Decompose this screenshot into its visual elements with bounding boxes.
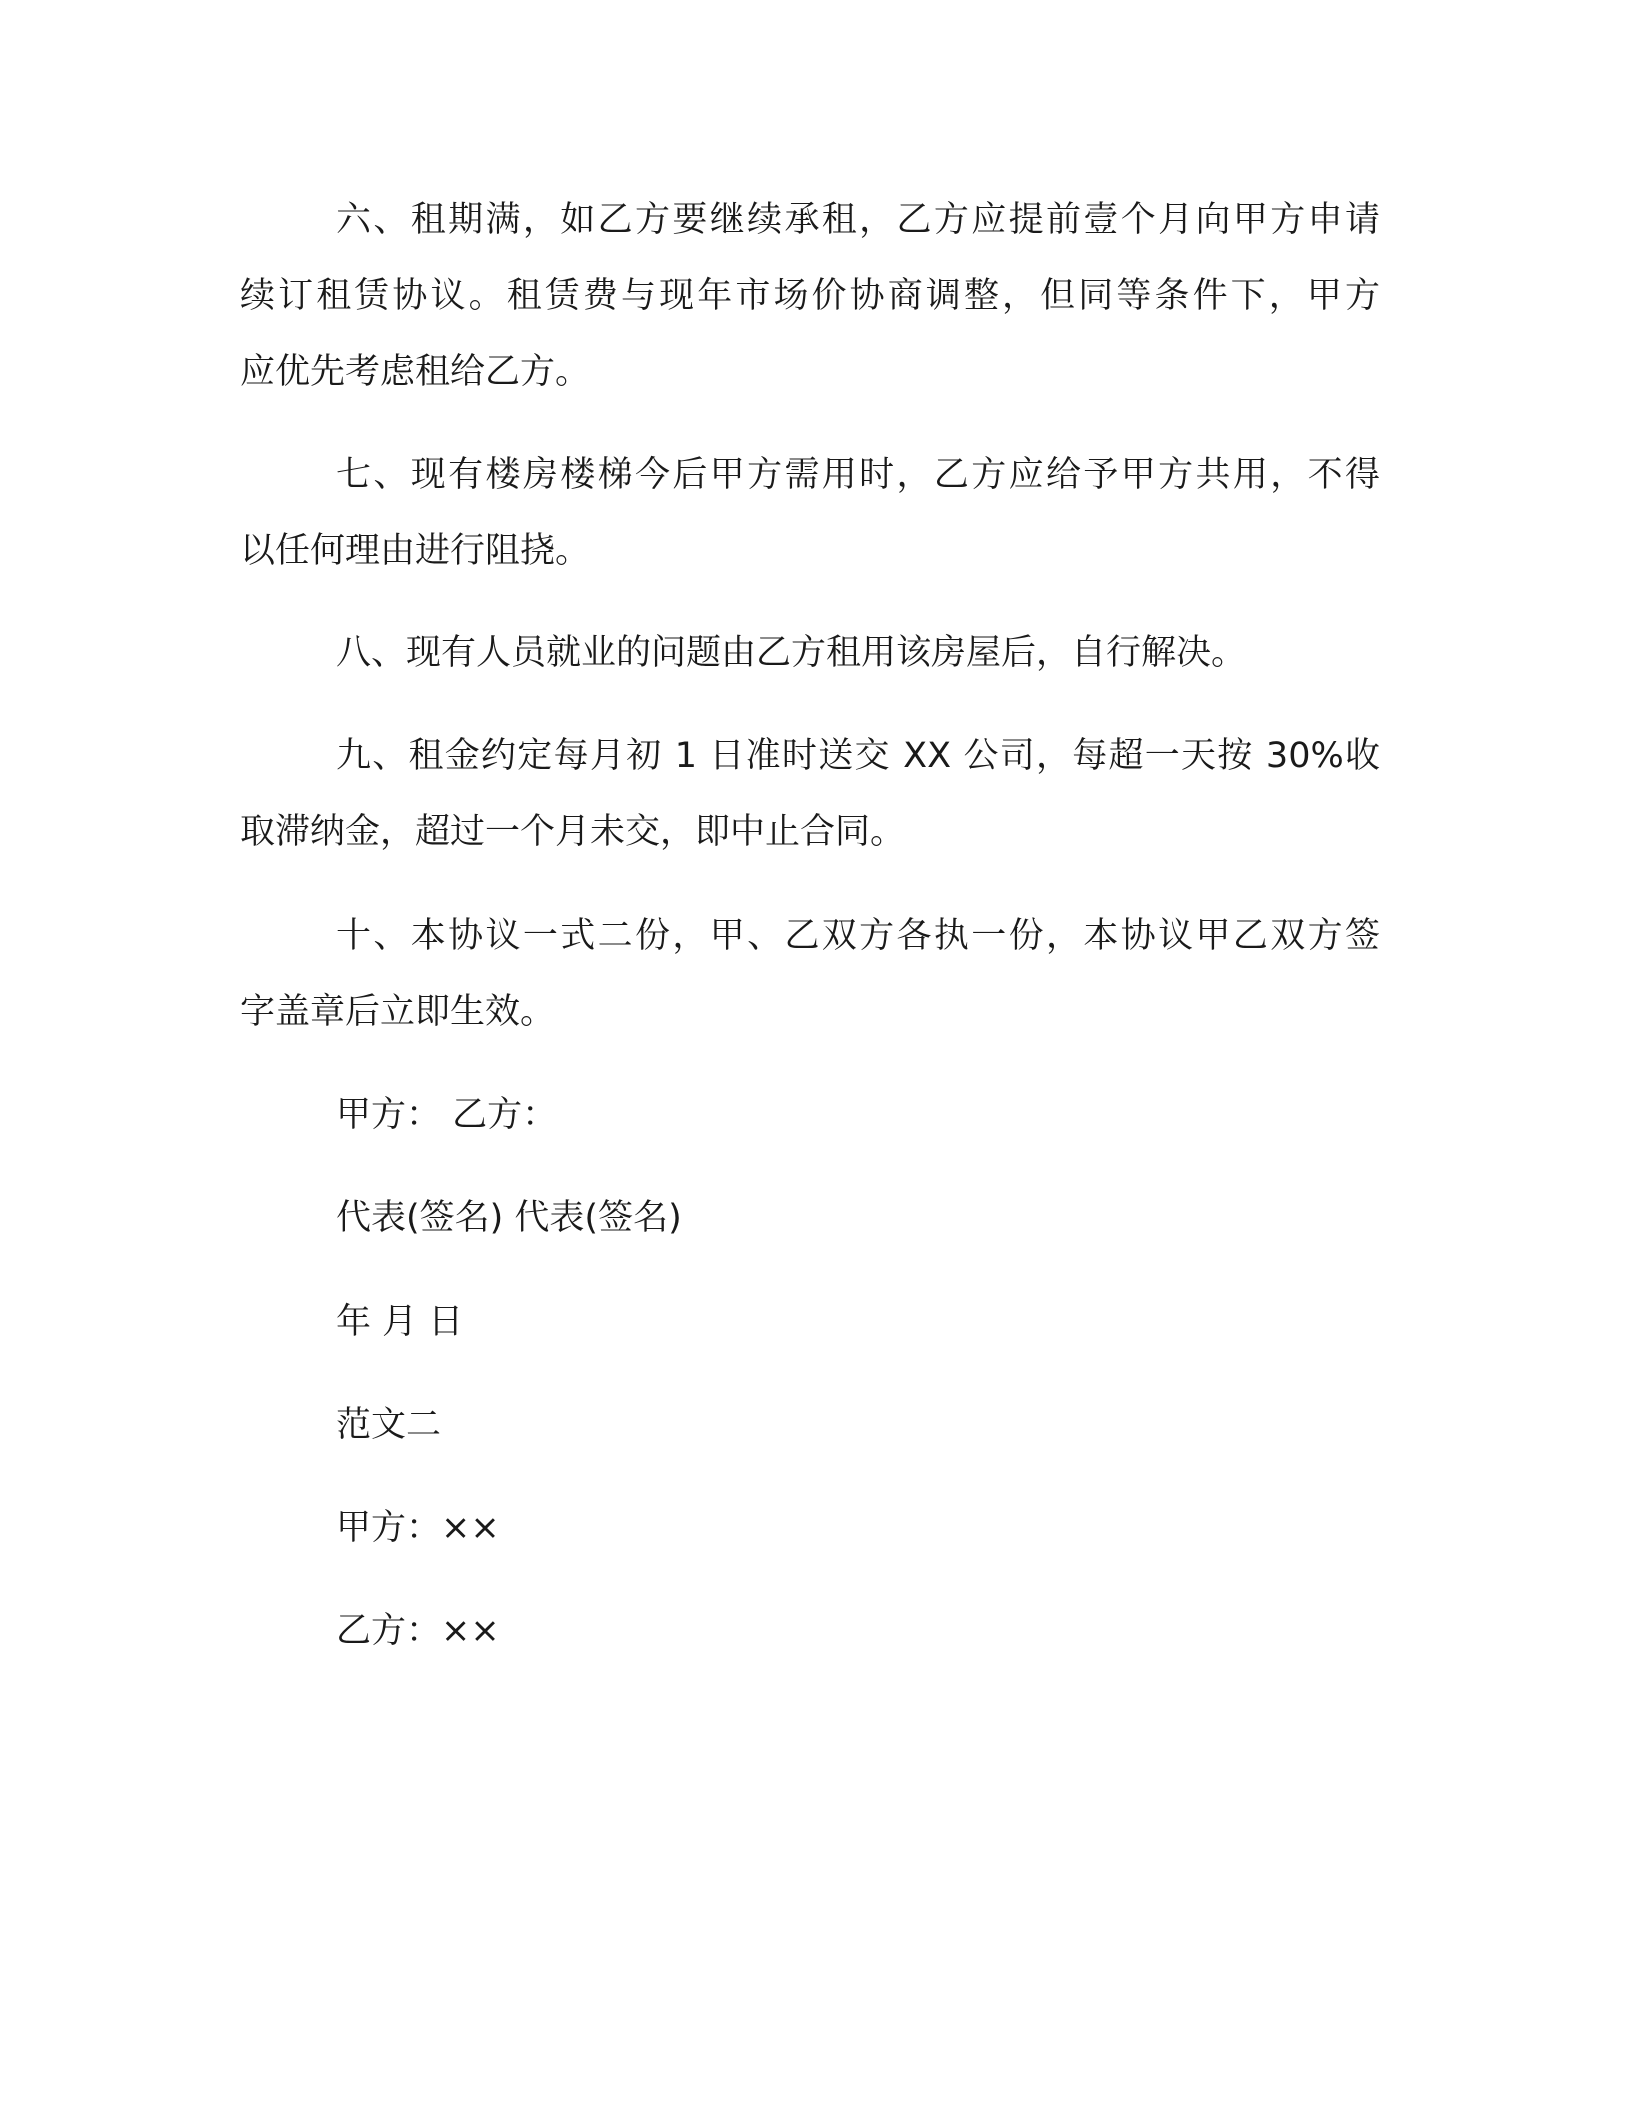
clause-6-line-1: 六、租期满，如乙方要继续承租，乙方应提前壹个月向甲方申请	[336, 200, 1380, 240]
clause-8-line-1: 八、现有人员就业的问题由乙方租用该房屋后，自行解决。	[336, 633, 1247, 673]
clause-10-line-2: 字盖章后立即生效。	[240, 992, 556, 1032]
clause-9-line-2: 取滞纳金，超过一个月未交，即中止合同。	[240, 812, 906, 852]
clause-10-line-1: 十、本协议一式二份，甲、乙双方各执一份，本协议甲乙双方签	[336, 916, 1380, 956]
signature-date: 年 月 日	[336, 1302, 464, 1342]
sample-2-party-a: 甲方：××	[336, 1508, 500, 1548]
sample-2-heading: 范文二	[336, 1405, 442, 1445]
clause-6-line-2: 续订租赁协议。租赁费与现年市场价协商调整，但同等条件下，甲方	[240, 276, 1380, 316]
signature-representatives: 代表(签名) 代表(签名)	[336, 1198, 682, 1238]
clause-6-line-3: 应优先考虑租给乙方。	[240, 352, 591, 392]
clause-9-line-1: 九、租金约定每月初 1 日准时送交 XX 公司，每超一天按 30%收	[336, 736, 1380, 776]
clause-7-line-1: 七、现有楼房楼梯今后甲方需用时，乙方应给予甲方共用，不得	[336, 455, 1380, 495]
signature-parties: 甲方： 乙方：	[336, 1095, 558, 1135]
clause-7-line-2: 以任何理由进行阻挠。	[240, 531, 591, 571]
sample-2-party-b: 乙方：××	[336, 1611, 500, 1651]
